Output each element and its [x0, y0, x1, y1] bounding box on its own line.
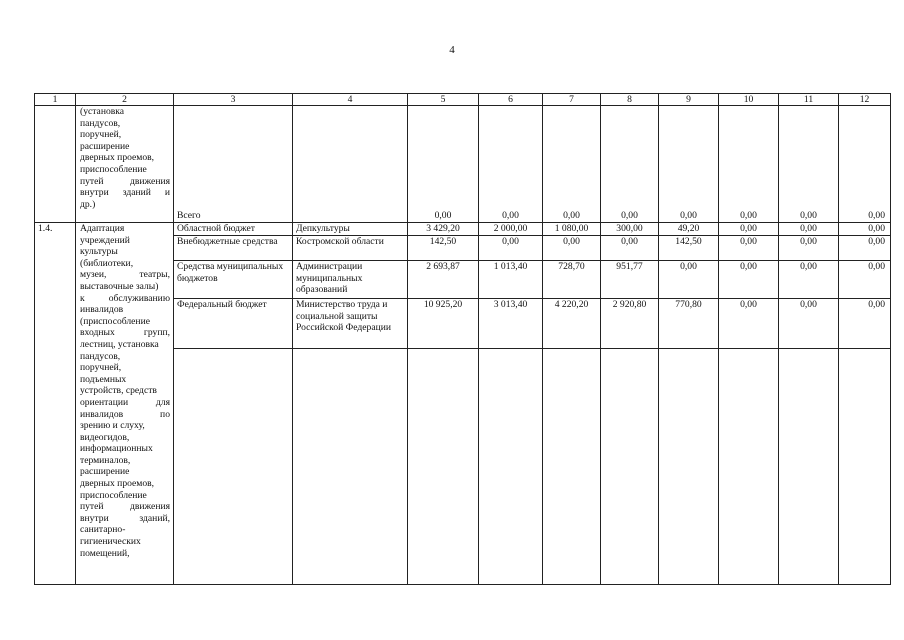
column-header: 2: [76, 94, 174, 106]
funding-source: Областной бюджет: [174, 223, 293, 236]
column-number-row: [35, 94, 891, 106]
column-header: 6: [479, 94, 543, 106]
value-cell: 0,00: [601, 106, 659, 223]
value-cell: 3 013,40: [479, 299, 543, 349]
value-cell: 0,00: [543, 236, 601, 261]
value-cell: 0,00: [779, 106, 839, 223]
value-cell: 0,00: [543, 106, 601, 223]
value-cell: 0,00: [659, 106, 719, 223]
source-row: [35, 223, 891, 236]
value-cell: 0,00: [779, 223, 839, 236]
executor: Костромской области: [293, 236, 408, 261]
column-header: 4: [293, 94, 408, 106]
column-header: 5: [408, 94, 479, 106]
value-cell: 0,00: [719, 236, 779, 261]
value-cell: 0,00: [719, 223, 779, 236]
value-cell: 0,00: [839, 223, 891, 236]
value-cell: 0,00: [779, 236, 839, 261]
column-header: 3: [174, 94, 293, 106]
funding-source: Внебюджетные средства: [174, 236, 293, 261]
value-cell: 142,50: [659, 236, 719, 261]
continuation-row: [35, 106, 891, 223]
page-number: 4: [449, 44, 455, 56]
value-cell: 0,00: [839, 106, 891, 223]
executor: Депкультуры: [293, 223, 408, 236]
value-cell: 0,00: [659, 261, 719, 299]
column-header: 7: [543, 94, 601, 106]
column-header: 9: [659, 94, 719, 106]
value-cell: 1 080,00: [543, 223, 601, 236]
value-cell: 2 920,80: [601, 299, 659, 349]
value-cell: 10 925,20: [408, 299, 479, 349]
value-cell: 0,00: [779, 299, 839, 349]
value-cell: 49,20: [659, 223, 719, 236]
column-header: 12: [839, 94, 891, 106]
column-header: 8: [601, 94, 659, 106]
item-number: 1.4.: [35, 223, 76, 585]
value-cell: 4 220,20: [543, 299, 601, 349]
value-cell: 3 429,20: [408, 223, 479, 236]
item-description: Адаптация учреждений культуры (библиотеки, музеи, театры, выставочные залы) к обслуживанию инвалидов (приспособление входных групп, лестниц, установка пандусов, поручней, подъемных устройств, средств ориентации для инвалидов по зрению и слуху, видеогидов, информационных терминалов, расширение дверных проемов, приспособление путей движения внутри зданий, санитарно- гигиенических помещений,: [76, 223, 174, 585]
value-cell: 0,00: [601, 236, 659, 261]
executor: Администрации муниципальных образований: [293, 261, 408, 299]
value-cell: 0,00: [779, 261, 839, 299]
value-cell: 0,00: [719, 106, 779, 223]
column-header: 1: [35, 94, 76, 106]
executor: Министерство труда и социальной защиты Российской Федерации: [293, 299, 408, 349]
column-header: 11: [779, 94, 839, 106]
value-cell: 0,00: [719, 299, 779, 349]
value-cell: 0,00: [839, 261, 891, 299]
funding-source: Средства муниципальных бюджетов: [174, 261, 293, 299]
value-cell: 2 693,87: [408, 261, 479, 299]
total-label: Всего: [174, 106, 293, 223]
value-cell: 770,80: [659, 299, 719, 349]
value-cell: 1 013,40: [479, 261, 543, 299]
column-header: 10: [719, 94, 779, 106]
value-cell: 0,00: [479, 236, 543, 261]
funding-source: Федеральный бюджет: [174, 299, 293, 349]
value-cell: 300,00: [601, 223, 659, 236]
value-cell: 0,00: [719, 261, 779, 299]
value-cell: 2 000,00: [479, 223, 543, 236]
continued-description: (установка пандусов, поручней, расширение дверных проемов, приспособление путей движения внутри зданий и др.): [76, 106, 174, 223]
value-cell: 0,00: [408, 106, 479, 223]
value-cell: 142,50: [408, 236, 479, 261]
budget-table: [34, 93, 891, 585]
value-cell: 0,00: [839, 299, 891, 349]
value-cell: 0,00: [839, 236, 891, 261]
value-cell: 0,00: [479, 106, 543, 223]
value-cell: 951,77: [601, 261, 659, 299]
value-cell: 728,70: [543, 261, 601, 299]
